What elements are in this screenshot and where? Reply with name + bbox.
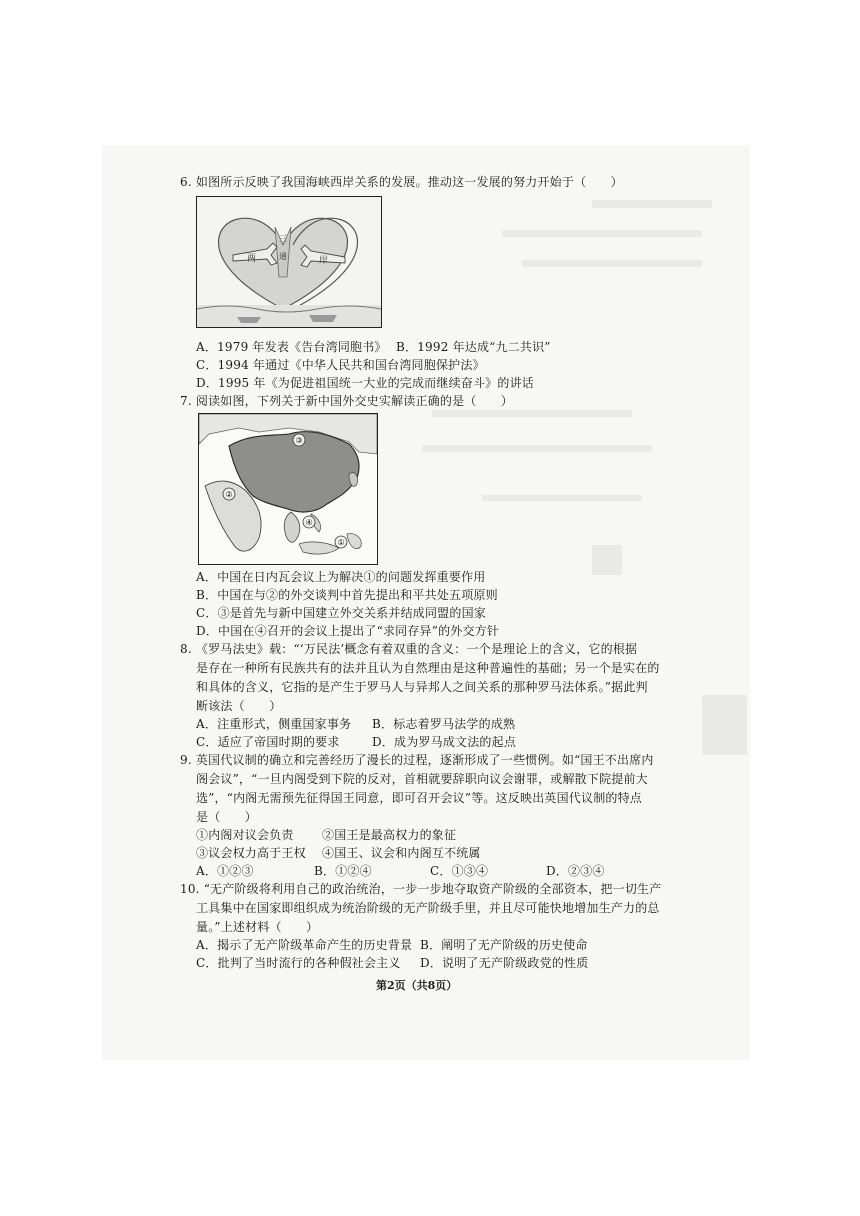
bleed-through-mark — [702, 695, 747, 755]
bleed-through-mark — [592, 545, 622, 575]
q6-option-b: B．1992 年达成“九二共识” — [396, 340, 551, 354]
figure-label: 岸 — [319, 256, 329, 266]
map-label: ① — [337, 538, 345, 547]
q8-line-4: 断该法（ ） — [196, 699, 282, 713]
figure-label: 两 — [247, 254, 257, 264]
q7-option-d: D．中国在④召开的会议上提出了“求同存异”的外交方针 — [196, 624, 500, 638]
q8-line-2: 是存在一种所有民族共有的法并且认为自然理由是这种普遍性的基础；另一个是实在的 — [196, 661, 660, 675]
figure-label: 通 — [279, 252, 287, 261]
bleed-through-mark — [502, 230, 702, 237]
q8-line-1: 8. 《罗马法史》载：“‘万民法’概念有着双重的含义：一个是理论上的含义，它的根据 — [180, 642, 638, 656]
q6-option-c: C．1994 年通过《中华人民共和国台湾同胞保护法》 — [196, 358, 485, 372]
bleed-through-mark — [432, 410, 632, 417]
figure-label: 三 — [279, 234, 287, 243]
q7-stem: 7. 阅读如图，下列关于新中国外交史实解读正确的是（ ） — [180, 394, 514, 408]
map-label: ③ — [295, 436, 303, 445]
q9-option-b: B．①②④ — [314, 864, 372, 878]
bleed-through-mark — [592, 200, 712, 208]
q7-option-a: A．中国在日内瓦会议上为解决①的问题发挥重要作用 — [196, 570, 486, 584]
q10-option-b: B．阐明了无产阶级的历史使命 — [420, 938, 588, 952]
q9-line-2: 阁会议”，“一旦内阁受到下院的反对，首相就要辞职向议会谢罪，或解散下院提前大 — [196, 772, 648, 786]
bleed-through-mark — [522, 260, 702, 267]
q8-option-b: B．标志着罗马法学的成熟 — [372, 717, 516, 731]
q10-option-a: A．揭示了无产阶级革命产生的历史背景 — [196, 938, 413, 952]
bleed-through-mark — [482, 495, 642, 501]
q7-map — [198, 413, 378, 565]
q9-line-4: 是（ ） — [196, 810, 258, 824]
q9-statement-3: ③议会权力高于王权 — [196, 846, 306, 860]
q8-line-3: 和具体的含义，它指的是产生于罗马人与异邦人之间关系的那种罗马法体系。”据此判 — [196, 680, 648, 694]
q9-option-a: A．①②③ — [196, 864, 254, 878]
cross-strait-heart-illustration — [197, 197, 381, 327]
q9-statement-2: ②国王是最高权力的象征 — [322, 828, 457, 842]
q6-figure — [196, 196, 382, 328]
q9-line-1: 9. 英国代议制的确立和完善经历了漫长的过程，逐渐形成了一些惯例。如“国王不出席内 — [180, 753, 654, 767]
q8-option-c: C．适应了帝国时期的要求 — [196, 735, 340, 749]
map-label: ④ — [305, 518, 313, 527]
q9-statement-1: ①内阁对议会负责 — [196, 828, 294, 842]
q9-option-d: D．②③④ — [546, 864, 605, 878]
q9-statement-4: ④国王、议会和内阁互不统属 — [322, 846, 481, 860]
q8-option-d: D．成为罗马成文法的起点 — [372, 735, 517, 749]
q10-line-3: 量。”上述材料（ ） — [196, 920, 319, 934]
asia-map-illustration — [199, 414, 377, 564]
q10-option-d: D．说明了无产阶级政党的性质 — [420, 956, 589, 970]
q6-option-a: A．1979 年发表《告台湾同胞书》 — [196, 340, 387, 354]
q10-line-1: 10. “无产阶级将利用自己的政治统治，一步一步地夺取资产阶级的全部资本，把一切生产 — [180, 882, 662, 896]
q9-option-c: C．①③④ — [430, 864, 489, 878]
q10-line-2: 工具集中在国家即组织成为统治阶级的无产阶级手里，并且尽可能快地增加生产力的总 — [196, 901, 660, 915]
q10-option-c: C．批判了当时流行的各种假社会主义 — [196, 956, 401, 970]
q6-option-d: D．1995 年《为促进祖国统一大业的完成而继续奋斗》的讲话 — [196, 376, 534, 390]
q8-option-a: A．注重形式，侧重国家事务 — [196, 717, 352, 731]
q7-option-c: C．③是首先与新中国建立外交关系并结成同盟的国家 — [196, 606, 486, 620]
page-number-footer: 第2页（共8页） — [376, 979, 458, 992]
bleed-through-mark — [422, 445, 652, 452]
q7-option-b: B．中国在与②的外交谈判中首先提出和平共处五项原则 — [196, 588, 498, 602]
map-label: ② — [225, 490, 233, 499]
q6-stem: 6. 如图所示反映了我国海峡西岸关系的发展。推动这一发展的努力开始于（ ） — [180, 175, 623, 189]
q9-line-3: 选”，“内阁无需预先征得国王同意，即可召开会议”等。这反映出英国代议制的特点 — [196, 791, 643, 805]
